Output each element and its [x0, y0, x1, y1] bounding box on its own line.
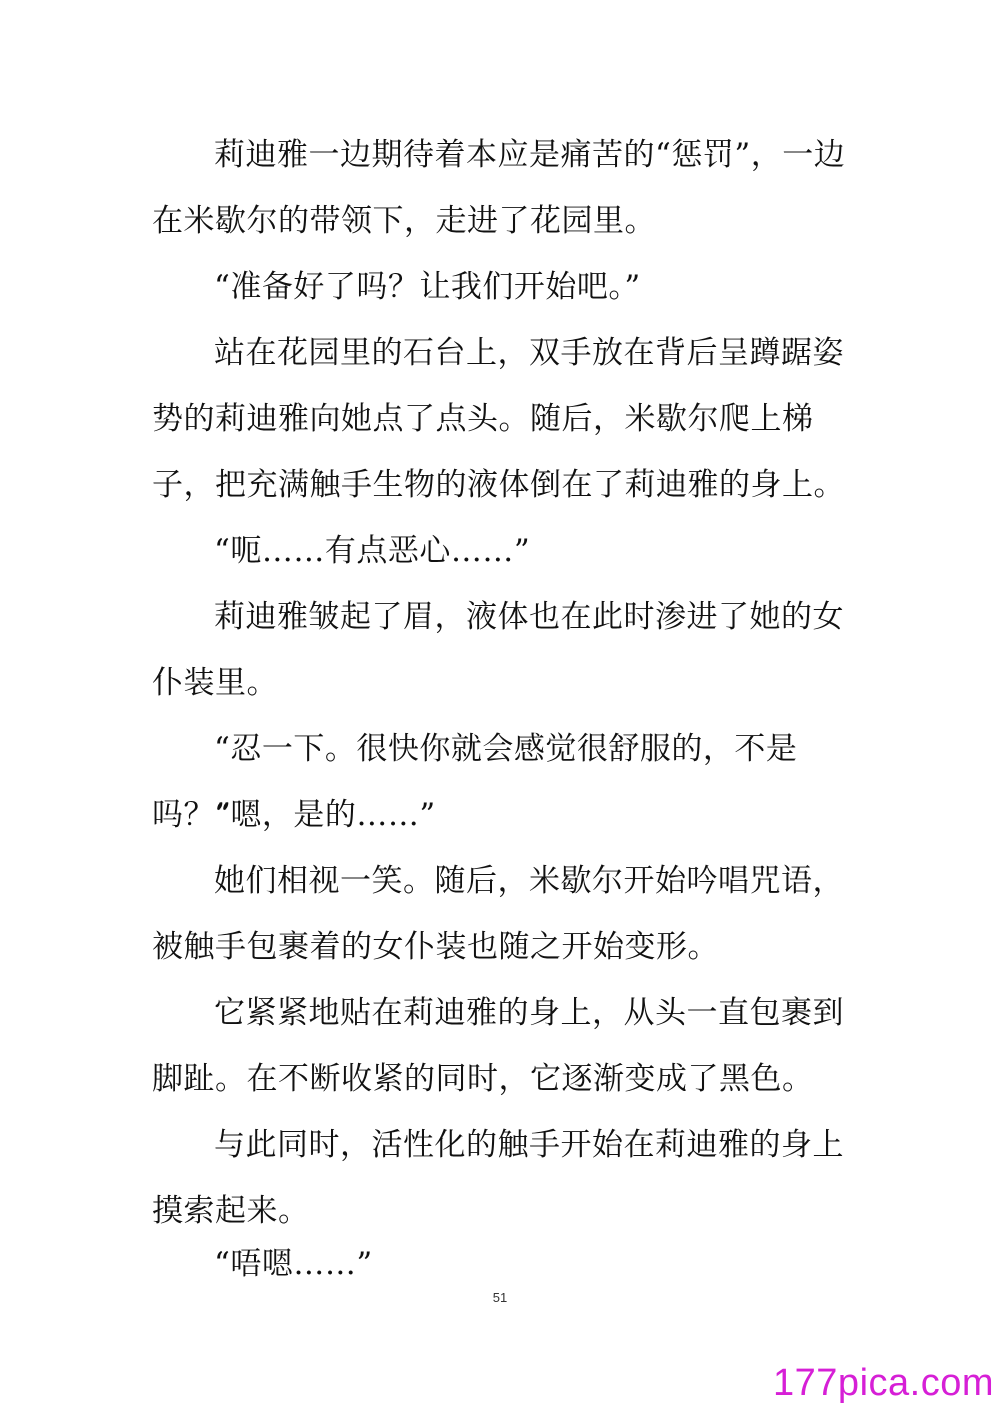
- paragraph-tentacles: 与此同时，活性化的触手开始在莉迪雅的身上摸索起来。: [152, 1127, 844, 1229]
- paragraph-smile: 她们相视一笑。随后，米歇尔开始吟唱咒语，被触手包裹着的女仆装也随之开始变形。: [152, 863, 844, 965]
- paragraph-disgusting: “呃……有点恶心……”: [214, 533, 531, 569]
- paragraph-stone-platform: 站在花园里的石台上，双手放在背后呈蹲踞姿势的莉迪雅向她点了点头。随后，米歇尔爬上梯子，把充满触手生物的液体倒在了莉迪雅的身上。: [152, 335, 845, 503]
- paragraph-punishment: 莉迪雅一边期待着本应是痛苦的“惩罚”，一边在米歇尔的带领下，走进了花园里。: [152, 137, 846, 239]
- paragraph-endure: “忍一下。很快你就会感觉很舒服的，不是吗？”: [152, 731, 798, 833]
- page-number: 51: [492, 1290, 508, 1305]
- paragraph-mmm: “唔嗯……”: [214, 1246, 373, 1282]
- paragraph-frown: 莉迪雅皱起了眉，液体也在此时渗进了她的女仆装里。: [152, 599, 844, 701]
- paragraph-ready: “准备好了吗？让我们开始吧。”: [214, 269, 641, 305]
- paragraph-black: 它紧紧地贴在莉迪雅的身上，从头一直包裹到脚趾。在不断收紧的同时，它逐渐变成了黑色。: [152, 995, 844, 1097]
- watermark: 177pica.com: [773, 1362, 994, 1404]
- paragraph-yes: “嗯，是的……”: [214, 797, 436, 833]
